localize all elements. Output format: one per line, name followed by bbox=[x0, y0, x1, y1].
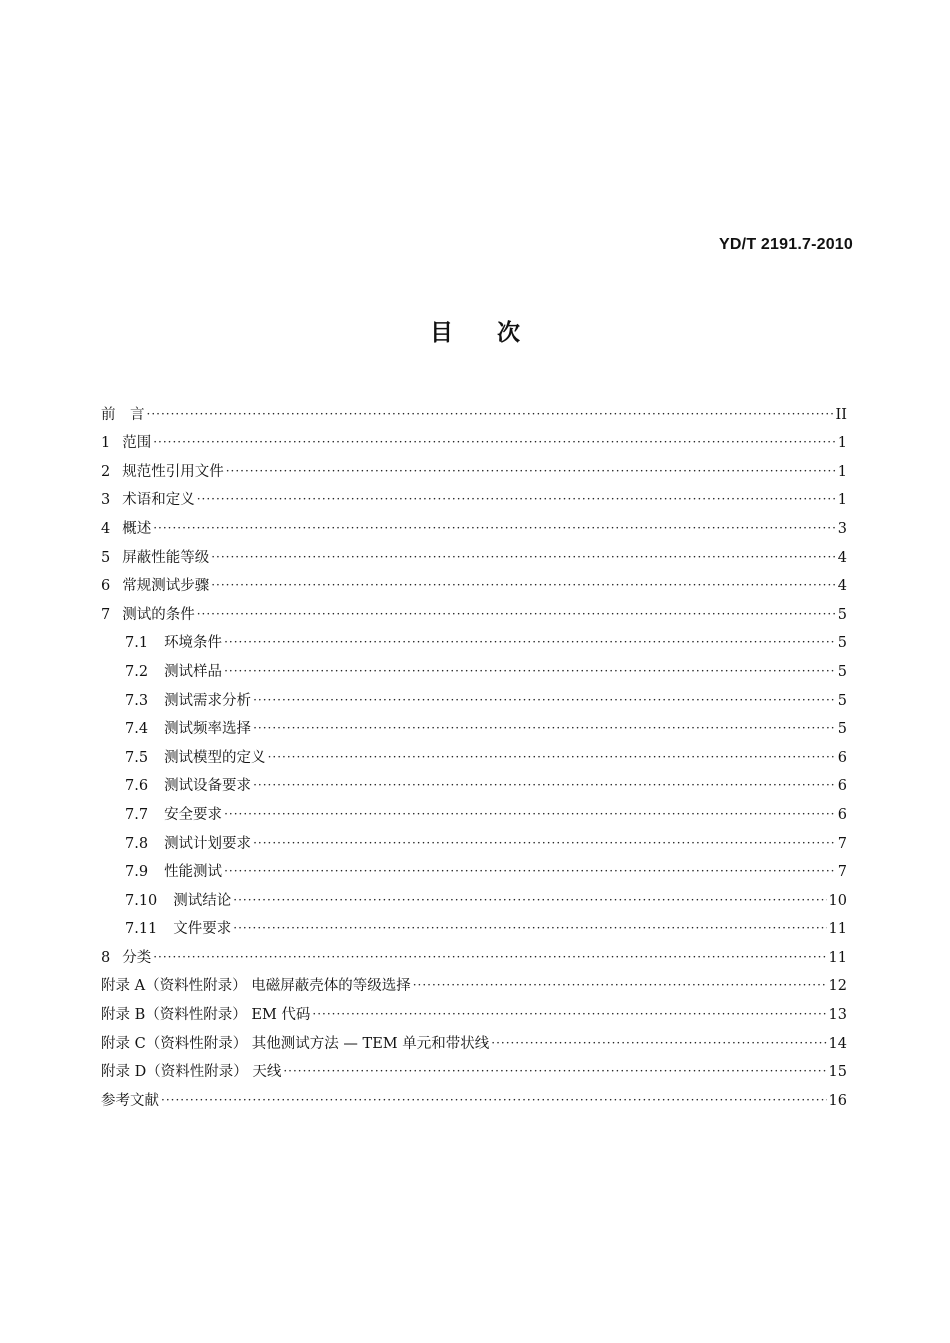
toc-entry-page: 11 bbox=[828, 921, 847, 938]
toc-entry-title: 测试结论 bbox=[173, 892, 232, 909]
toc-entry-page: 12 bbox=[828, 978, 847, 995]
toc-entry-page: 5 bbox=[837, 663, 847, 680]
toc-entry-title: 附录 D（资料性附录） 天线 bbox=[101, 1064, 282, 1081]
dot-leader bbox=[491, 1035, 826, 1054]
toc-entry-title: 规范性引用文件 bbox=[122, 463, 224, 480]
toc-entry[interactable] bbox=[101, 625, 847, 654]
document-code: YD/T 2191.7-2010 bbox=[719, 236, 853, 253]
toc-entry[interactable] bbox=[101, 568, 847, 597]
toc-entry-page: 5 bbox=[837, 721, 847, 738]
toc-entry-title: 安全要求 bbox=[164, 806, 223, 823]
dot-leader bbox=[253, 720, 836, 739]
toc-entry-page: II bbox=[835, 406, 847, 423]
toc-entry-page: 14 bbox=[828, 1035, 847, 1052]
dot-leader bbox=[147, 406, 834, 425]
toc-entry-number: 5 bbox=[101, 549, 111, 566]
toc-entry-page: 4 bbox=[837, 549, 847, 566]
dot-leader bbox=[211, 577, 836, 596]
toc-entry-number: 6 bbox=[101, 578, 111, 595]
toc-entry-title: 测试计划要求 bbox=[164, 835, 252, 852]
dot-leader bbox=[153, 949, 826, 968]
dot-leader bbox=[211, 549, 836, 568]
toc-entry-title: 附录 C（资料性附录） 其他测试方法 — TEM 单元和带状线 bbox=[101, 1035, 490, 1052]
toc-entry[interactable] bbox=[101, 510, 847, 539]
toc-entry-page: 11 bbox=[828, 949, 847, 966]
toc-entry-title: 测试样品 bbox=[164, 663, 223, 680]
toc-entry[interactable] bbox=[101, 539, 847, 568]
toc-entry[interactable] bbox=[101, 796, 847, 825]
toc-entry-page: 6 bbox=[837, 749, 847, 766]
toc-entry[interactable] bbox=[101, 825, 847, 854]
toc-entry-number: 8 bbox=[101, 949, 111, 966]
toc-entry-page: 3 bbox=[837, 520, 847, 537]
toc-entry-title: 附录 B（资料性附录） EM 代码 bbox=[101, 1007, 311, 1024]
toc-entry[interactable] bbox=[101, 1054, 847, 1083]
toc-entry-page: 5 bbox=[837, 635, 847, 652]
toc-entry-number: 7.2 bbox=[125, 663, 149, 680]
toc-entry-number: 7.5 bbox=[125, 749, 149, 766]
toc-entry-title: 附录 A（资料性附录） 电磁屏蔽壳体的等级选择 bbox=[101, 978, 411, 995]
toc-entry-title: 测试模型的定义 bbox=[164, 749, 266, 766]
dot-leader bbox=[197, 606, 836, 625]
toc-entry-number: 2 bbox=[101, 463, 111, 480]
dot-leader bbox=[253, 692, 836, 711]
toc-entry-title: 概述 bbox=[122, 520, 152, 537]
toc-entry-page: 1 bbox=[837, 435, 847, 452]
dot-leader bbox=[283, 1063, 826, 1082]
toc-entry-title: 范围 bbox=[122, 435, 152, 452]
toc-entry-page: 4 bbox=[837, 578, 847, 595]
toc-entry[interactable] bbox=[101, 1082, 847, 1111]
toc-entry-number: 7.1 bbox=[125, 635, 149, 652]
toc-entry[interactable] bbox=[101, 854, 847, 883]
dot-leader bbox=[413, 977, 827, 996]
toc-entry-number: 7.3 bbox=[125, 692, 149, 709]
toc-entry-number: 7.10 bbox=[125, 892, 158, 909]
toc-entry-title: 前 言 bbox=[101, 406, 145, 423]
dot-leader bbox=[224, 663, 836, 682]
toc-entry-page: 1 bbox=[837, 492, 847, 509]
toc-entry[interactable] bbox=[101, 711, 847, 740]
dot-leader bbox=[253, 835, 836, 854]
toc-entry[interactable] bbox=[101, 739, 847, 768]
dot-leader bbox=[153, 520, 836, 539]
toc-entry-page: 16 bbox=[828, 1092, 847, 1109]
toc-entry-title: 屏蔽性能等级 bbox=[122, 549, 210, 566]
toc-entry-page: 7 bbox=[837, 835, 847, 852]
toc-entry[interactable] bbox=[101, 996, 847, 1025]
dot-leader bbox=[153, 434, 836, 453]
toc-entry[interactable] bbox=[101, 482, 847, 511]
toc-entry[interactable] bbox=[101, 596, 847, 625]
toc-entry[interactable] bbox=[101, 682, 847, 711]
dot-leader bbox=[226, 463, 836, 482]
dot-leader bbox=[233, 920, 826, 939]
dot-leader bbox=[312, 1006, 826, 1025]
toc-entry-page: 6 bbox=[837, 778, 847, 795]
toc-entry-title: 测试的条件 bbox=[122, 606, 195, 623]
toc-entry-title: 测试需求分析 bbox=[164, 692, 252, 709]
toc-entry-number: 7.7 bbox=[125, 806, 149, 823]
toc-entry-title: 环境条件 bbox=[164, 635, 223, 652]
toc-entry-number: 3 bbox=[101, 492, 111, 509]
toc-entry-title: 性能测试 bbox=[164, 864, 223, 881]
toc-entry-number: 7.9 bbox=[125, 864, 149, 881]
toc-entry-title: 测试设备要求 bbox=[164, 778, 252, 795]
toc-entry-number: 7.11 bbox=[125, 921, 158, 938]
toc-entry-title: 参考文献 bbox=[101, 1092, 159, 1109]
dot-leader bbox=[233, 892, 826, 911]
toc-entry-number: 7.6 bbox=[125, 778, 149, 795]
dot-leader bbox=[197, 491, 836, 510]
dot-leader bbox=[224, 806, 836, 825]
toc-entry[interactable] bbox=[101, 939, 847, 968]
toc-entry[interactable] bbox=[101, 396, 847, 425]
toc-entry[interactable] bbox=[101, 911, 847, 940]
toc-entry[interactable] bbox=[101, 968, 847, 997]
toc-entry-page: 13 bbox=[828, 1007, 847, 1024]
toc-entry-number: 1 bbox=[101, 435, 111, 452]
toc-entry-title: 常规测试步骤 bbox=[122, 578, 210, 595]
toc-entry-number: 4 bbox=[101, 520, 111, 537]
dot-leader bbox=[161, 1092, 827, 1111]
toc-entry[interactable] bbox=[101, 425, 847, 454]
toc-entry-title: 文件要求 bbox=[173, 921, 232, 938]
toc-entry-number: 7.4 bbox=[125, 721, 149, 738]
table-of-contents bbox=[101, 396, 847, 1111]
toc-entry[interactable] bbox=[101, 653, 847, 682]
toc-entry-page: 5 bbox=[837, 606, 847, 623]
dot-leader bbox=[224, 634, 836, 653]
dot-leader bbox=[253, 777, 836, 796]
toc-entry-page: 1 bbox=[837, 463, 847, 480]
toc-entry[interactable] bbox=[101, 882, 847, 911]
toc-entry-page: 10 bbox=[828, 892, 847, 909]
dot-leader bbox=[224, 863, 836, 882]
toc-entry-number: 7.8 bbox=[125, 835, 149, 852]
toc-entry-title: 术语和定义 bbox=[122, 492, 195, 509]
toc-entry-title: 分类 bbox=[122, 949, 152, 966]
toc-title: 目次 bbox=[430, 320, 564, 346]
toc-entry-page: 5 bbox=[837, 692, 847, 709]
toc-entry[interactable] bbox=[101, 453, 847, 482]
toc-entry-page: 6 bbox=[837, 806, 847, 823]
toc-entry-title: 测试频率选择 bbox=[164, 721, 252, 738]
toc-entry[interactable] bbox=[101, 1025, 847, 1054]
dot-leader bbox=[268, 749, 836, 768]
toc-entry-number: 7 bbox=[101, 606, 111, 623]
toc-entry[interactable] bbox=[101, 768, 847, 797]
toc-entry-page: 7 bbox=[837, 864, 847, 881]
toc-entry-page: 15 bbox=[828, 1064, 847, 1081]
